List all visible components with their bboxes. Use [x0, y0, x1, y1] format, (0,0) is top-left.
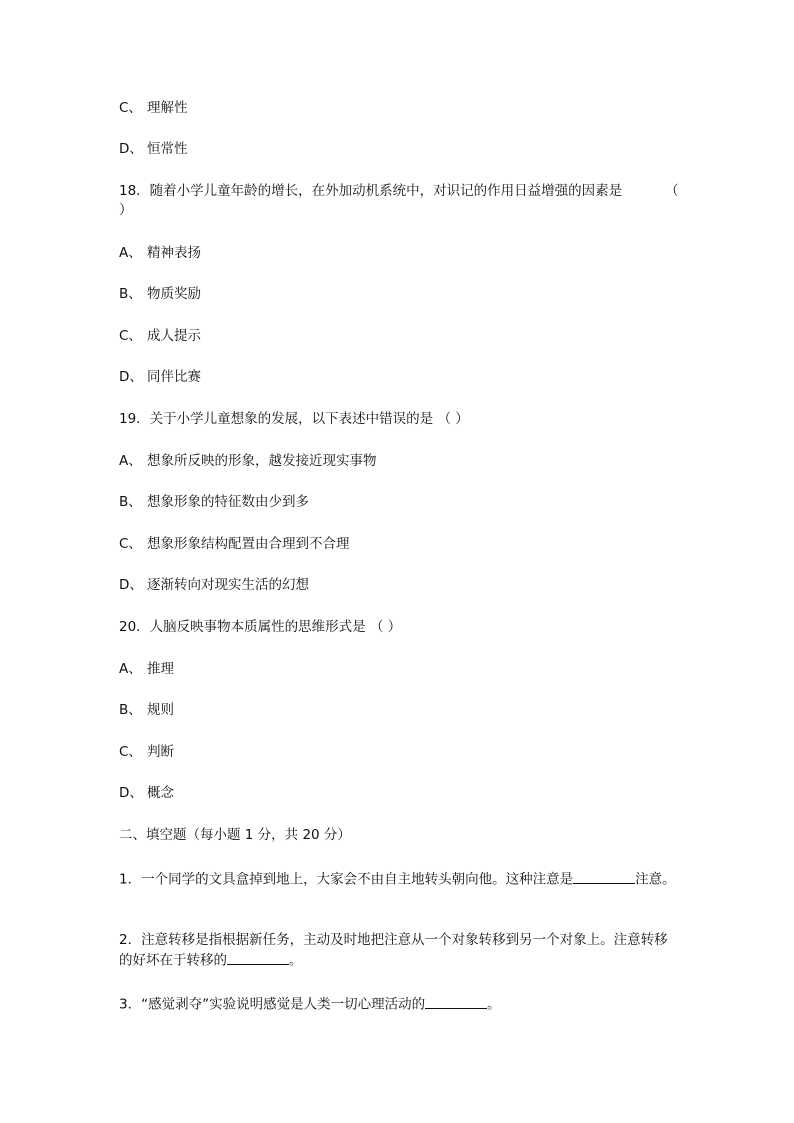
answer-blank [573, 869, 635, 884]
question-19-stem: 19．关于小学儿童想象的发展，以下表述中错误的是 （ ） [119, 411, 469, 427]
option-text: 概念 [147, 785, 174, 801]
list-item [119, 244, 201, 262]
option-letter: B、 [119, 286, 142, 302]
option-text: 逐渐转向对现实生活的幻想 [147, 577, 309, 593]
option-letter: D、 [119, 785, 143, 801]
list-item [119, 368, 201, 386]
answer-blank [425, 994, 487, 1009]
option-text: 推理 [147, 661, 174, 677]
option-text: 想象所反映的形象，越发接近现实事物 [147, 453, 377, 469]
option-text: 判断 [147, 744, 174, 760]
fill-question-text: 。 [289, 952, 303, 969]
option-text: 同伴比赛 [147, 369, 201, 385]
fill-question-3 [119, 994, 679, 1015]
list-item [119, 743, 174, 761]
question-20-stem: 20．人脑反映事物本质属性的思维形式是 （ ） [119, 619, 402, 635]
question-18-stem [119, 182, 622, 200]
option-text: 成人提示 [147, 328, 201, 344]
option-letter: A、 [119, 453, 142, 469]
fill-question-text: 3．“感觉剥夺”实验说明感觉是人类一切心理活动的 [119, 996, 426, 1013]
answer-blank [227, 950, 289, 965]
fill-question-1 [119, 869, 679, 890]
list-item [119, 535, 350, 553]
question-18-paren-open: （ [665, 183, 679, 199]
option-text: 想象形象的特征数由少到多 [147, 494, 309, 510]
list-item [119, 452, 377, 470]
fill-question-text: 注意。 [635, 871, 676, 888]
list-item [119, 660, 174, 678]
list-item [119, 140, 188, 158]
list-item [119, 285, 201, 303]
option-text: 精神表扬 [147, 245, 201, 261]
option-letter: A、 [119, 245, 142, 261]
option-letter: C、 [119, 744, 142, 760]
fill-question-text: 1．一个同学的文具盒掉到地上，大家会不由自主地转头朝向他。这种注意是 [119, 871, 574, 888]
section-heading: 二、填空题（每小题 1 分，共 20 分） [119, 827, 351, 843]
fill-question-text: 。 [487, 996, 501, 1013]
option-letter: B、 [119, 494, 142, 510]
option-text: 理解性 [147, 100, 188, 116]
question-stem-text: 18．随着小学儿童年龄的增长，在外加动机系统中，对识记的作用日益增强的因素是 [119, 183, 623, 199]
list-item [119, 784, 174, 802]
list-item [119, 576, 309, 594]
list-item [119, 701, 174, 719]
fill-question-2 [119, 931, 679, 971]
option-letter: C、 [119, 536, 142, 552]
option-text: 规则 [147, 702, 174, 718]
option-letter: B、 [119, 702, 142, 718]
option-letter: C、 [119, 328, 142, 344]
option-letter: A、 [119, 661, 142, 677]
fill-question-text: 2．注意转移是指根据新任务，主动及时地把注意从一个对象转移到另一个对象上。注意转移的好坏在于转移的 [119, 932, 668, 969]
option-text: 想象形象结构配置由合理到不合理 [147, 536, 350, 552]
list-item [119, 327, 201, 345]
list-item [119, 99, 188, 117]
option-letter: C、 [119, 100, 142, 116]
list-item [119, 493, 309, 511]
question-18-paren-close: ） [119, 202, 133, 218]
option-letter: D、 [119, 577, 143, 593]
option-letter: D、 [119, 141, 143, 157]
option-text: 恒常性 [147, 141, 188, 157]
option-letter: D、 [119, 369, 143, 385]
option-text: 物质奖励 [147, 286, 201, 302]
